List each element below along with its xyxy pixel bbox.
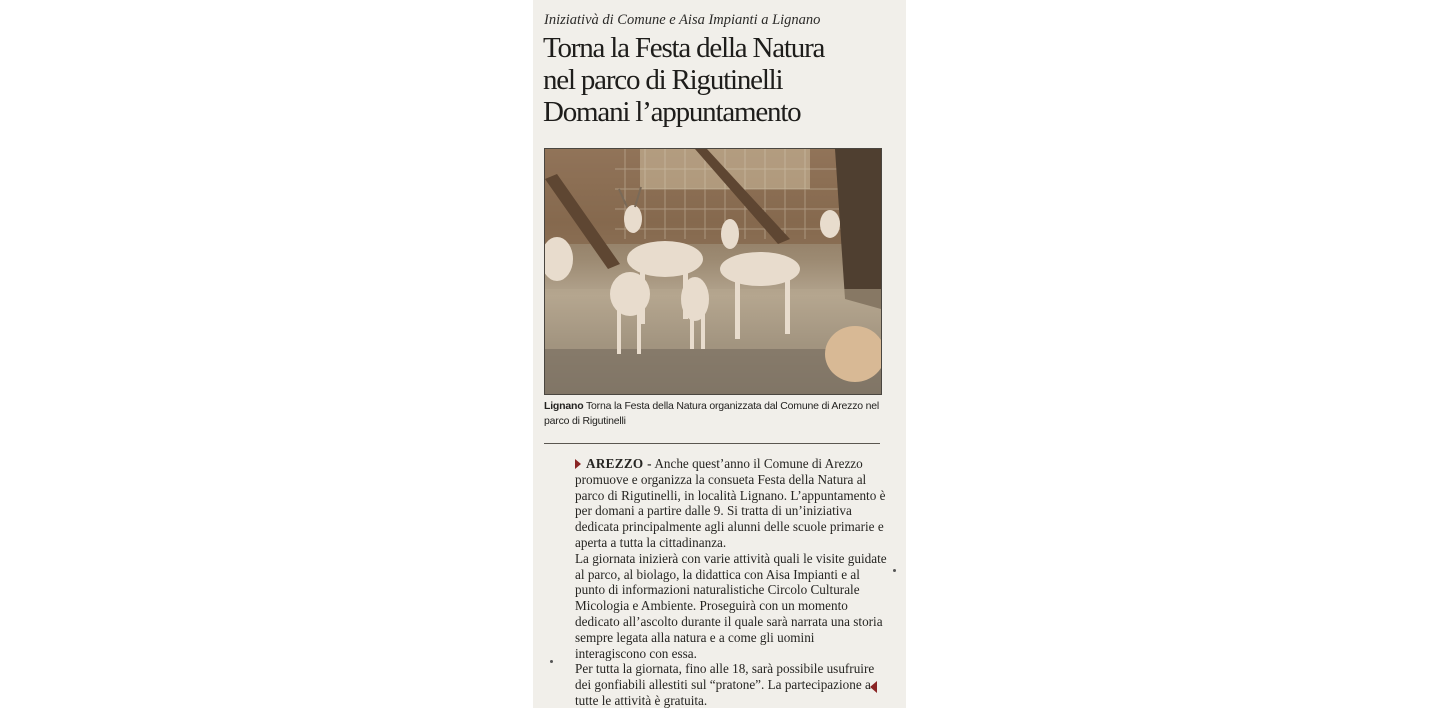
print-dot	[550, 660, 553, 663]
caption-label: Lignano	[544, 400, 584, 412]
headline-line-3: Domani l’appuntamento	[543, 96, 801, 128]
deer-photo	[544, 148, 882, 395]
headline	[543, 32, 898, 128]
headline-line-2: nel parco di Rigutinelli	[543, 64, 783, 96]
kicker: Iniziativà di Comune e Aisa Impianti a Lignano	[544, 12, 821, 28]
paragraph-1	[575, 456, 887, 551]
paragraph-2: La giornata inizierà con varie attività quali le visite guidate al parco, al biolago, la didattica con Aisa Impianti e al punto di informazioni naturalistiche Circolo Culturale Micologia e Ambiente. Proseguirà con un momento dedicato all’ascolto durante il quale sarà narrata una storia sempre legata alla natura e a come gli uomini interagiscono con essa.	[575, 550, 887, 661]
article-body	[575, 456, 887, 708]
end-arrow-icon	[870, 681, 877, 693]
headline-line-1: Torna la Festa della Natura	[543, 32, 825, 64]
start-arrow-icon	[575, 459, 581, 469]
paragraph-1-text: Anche quest’anno il Comune di Arezzo promuove e organizza la consueta Festa della Natura al parco di Rigutinelli, in località Lignano. L’appuntamento è per domani a partire dalle 9. Si tratta di un’iniziativa dedicata principalmente agli alunni delle scuole primarie e aperta a tutta la cittadinanza.	[575, 456, 886, 550]
paragraph-3: Per tutta la giornata, fino alle 18, sarà possibile usufruire dei gonfiabili allestiti sul “pratone”. La partecipazione a tutte le attività è gratuita.	[575, 661, 875, 708]
dateline: AREZZO -	[586, 456, 652, 471]
divider	[544, 443, 880, 444]
photo-caption	[544, 399, 884, 429]
caption-text: Torna la Festa della Natura organizzata dal Comune di Arezzo nel parco di Rigutinelli	[544, 400, 880, 427]
print-dot	[893, 569, 896, 572]
newspaper-clipping	[533, 0, 906, 708]
